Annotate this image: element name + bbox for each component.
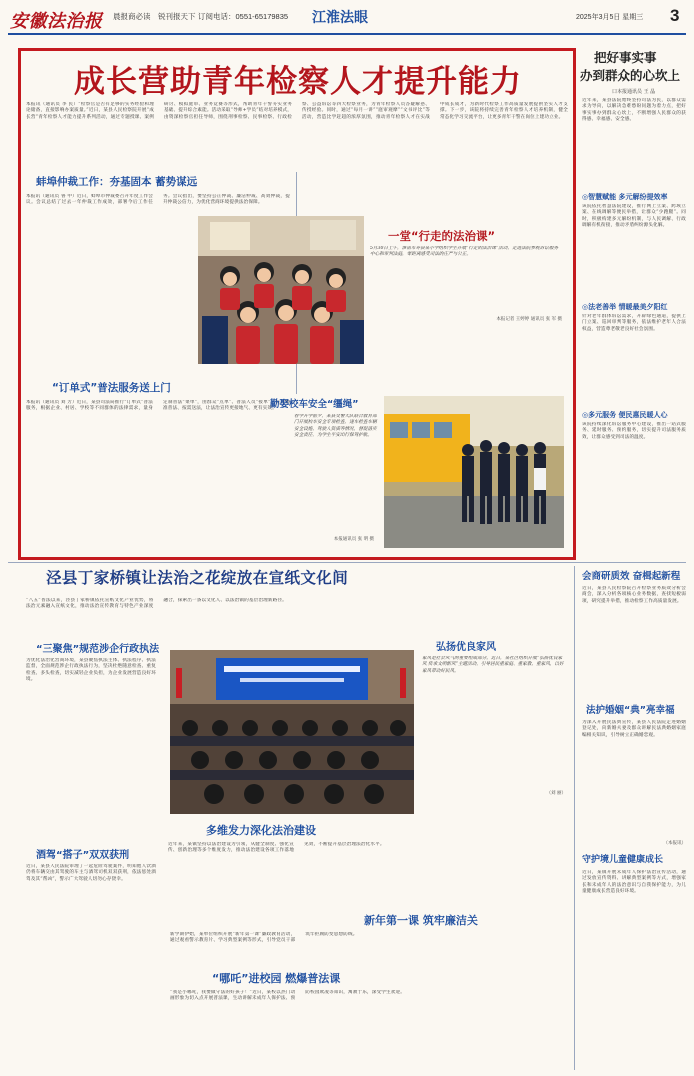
yitang-headline: 一堂“行走的法治课” [388,229,496,243]
sanjiao-headline: “三聚焦”规范涉企行政执法 [36,644,160,655]
huishang-body: 近日，某县人民检察院召开检察业务质效分析会商会，深入分析各项核心业务数据，查找短板弱项，研究提升举措，推动检察工作高质量发展。 [582,586,686,604]
dingdan-body: 本报讯（通讯员 刘 芳）近日，某县司法局推行“订单式”普法服务，根据企业、村居、学校等不同群体的法律需求，量身定制普法“菜单”，由群众“点单”、普法人员“接单”，实现精准普法、按需送法，让法治宣传更接地气、更有实效。 [26,400,290,412]
qinlao-byline: 本报通讯员 张 明 摄 [333,537,374,542]
issue-date: 2025年3月5日 星期三 [576,14,644,21]
school-bus-illustration [384,396,564,548]
right-body-3: 该院持续深化诉讼服务中心建设，推出一站式服务、延时服务、预约服务，切实提升司法服务质效，让群众感受到司法的温度。 [582,422,686,440]
right-byline: 口本报通讯员 王 晶 [612,89,656,95]
right-intro: 近年来，某县法院始终坚持司法为民，以群众需求为导向，以解决急难愁盼问题为着力点，把好事实事办到群众心坎上，不断增强人民群众的获得感、幸福感、安全感。 [582,98,686,122]
right-sub-2: ◎法老善举 情暖最美夕阳红 [582,303,668,311]
masthead [0,0,694,40]
qinlao-body: 春学开学前夕，某县交警大队联合教育部门开展校车安全专项检查，逐车检查车辆安全设施、驾驶人资质等情况，督促落实安全责任，为学生平安出行保驾护航。 [294,414,377,439]
xinnian-body: 新学期伊始，某单位组织开展“新年第一课”廉政教育活动，通过观看警示教育片、学习典型案例等形式，引导党员干部筑牢拒腐防变思想防线。 [170,932,358,944]
right-sub-3: ◎多元服务 便民惠民暖人心 [582,411,668,419]
newspaper-logo: 安徽法治报 [10,11,103,32]
shouhu-headline: 守护境儿童健康成长 [582,855,664,865]
right-headline-1: 把好事实事 [594,50,657,65]
bengbu-body: 本报讯（通讯员 鲁 中）近日，蚌埠市仲裁委召开年度工作会议。会议总结了过去一年仲裁工作成效，部署今后工作任务。会议指出，要坚持公正仲裁、廉洁仲裁、高效仲裁，提升仲裁公信力，为优化营商环境提供法治保障。 [26,194,290,206]
masthead-rule [8,33,686,35]
meeting-illustration [170,650,414,814]
jingxian-body: “八五”普法以来，泾县丁家桥镇依托宣纸文化产业优势，将法治元素融入宣纸文化，推动法治宣传教育与特色产业深度融合，探索出一条以文化人、以法治镇的基层治理新路径。 [26,598,287,610]
yitang-body: 5月30日上午，淮南市寿县某小学组织学生开展“行走的法治课”活动，走进法院参观诉讼服务中心和审判法庭，零距离感受司法的庄严与公正。 [370,246,559,258]
subscribe-phone: 订阅电话：0551-65179835 [198,12,289,21]
yitang-byline: 本报记者 王婷婷 通讯员 张 军 摄 [496,317,562,322]
qinlao-headline: 勤娶校车安全“缰绳” [270,399,359,410]
right-body-1: 该院依托智慧法院建设，推行网上立案、跨域立案、在线调解等便民举措，让群众“少跑腿”。同时，积极构建多元解纷机制，与人民调解、行政调解有机衔接，推动矛盾纠纷源头化解。 [582,204,686,228]
jingxian-headline: 泾县丁家桥镇让法治之花绽放在宣纸文化间 [46,569,349,587]
section-title: 江淮法眼 [312,10,368,26]
fazhi-byline: （本报讯） [663,841,686,846]
lead-headline: 成长营助青年检察人才提升能力 [74,64,522,100]
sanjiao-body: 为优化法治化营商环境，某县聚焦执法主体、执法程序、执法监督，全面规范涉企行政执法行为，坚决杜绝随意检查、重复检查、多头检查，切实减轻企业负担，为企业发展营造良好环境。 [26,658,156,682]
xiaoxiao-byline: （刘 丽） [546,791,566,796]
jiudao-headline: 酒驾“搭子”双双获刑 [36,850,130,861]
right-sub-1: ◎智慧赋能 多元解纷提效率 [582,193,668,201]
duowei-body: 近年来，某镇坚持以法治建设为引领，从健全制度、强化宣传、创新治理等多个维度发力，推动法治建设各项工作落地见效，不断提升基层治理法治化水平。 [168,842,385,854]
right-headline-2: 办到群众的心坎上 [580,68,681,83]
dingdan-headline: “订单式”普法服务送上门 [52,382,171,394]
lead-body: 本报讯（通讯员 李 民）“检察官是否有足够的实务经验和理论储备，直接影响办案质量。”近日，某县人民检察院开展“成长营”青年检察人才能力提升系列活动，通过专题授课、案例研讨、模拟庭审、业务竞赛等形式，帮助青年干警夯实业务基础、提升综合素能。活动采取“导师+学员”结对培养模式，由资深检察官担任导师，围绕刑事检察、民事检察、行政检察、公益诉讼等四大检察业务，为青年检察人员答疑解惑、传授经验。同时，通过“每月一讲”“庭审观摩”“文书评比”等活动，营造比学赶超的浓厚氛围，推动青年检察人才在实战中成长成才，为新时代检察工作高质量发展提供坚实人才支撑。下一步，该院将持续完善青年检察人才培养机制，健全常态化学习交流平台，让更多青年干警在岗位上建功立业。 [26,102,568,120]
duowei-headline: 多维发力深化法治建设 [206,824,316,837]
bengbu-headline: 蚌埠仲裁工作：夯基固本 蓄势谋远 [36,176,198,188]
right-body-2: 针对老年群体诉讼需求，开辟绿色通道，提供上门立案、巡回审判等服务，依法维护老年人合法权益，营造尊老敬老良好社会氛围。 [582,314,686,332]
xinnian-headline: 新年第一课 筑牢廉洁关 [364,914,478,927]
school-bus-photo [384,396,564,548]
mid-rule [8,562,686,563]
huishang-headline: 会商研质效 奋楫起新程 [582,571,681,582]
nasha-body: “我是小哪吒，我要做守法的好孩子！”近日，某校以热门动画形象为切入点开展普法课，生动讲解未成年人保护法、预防校园欺凌等知识，寓教于乐，深受学生欢迎。 [170,990,405,1002]
right-col-divider [574,566,575,1070]
xiaoxiao-body: 家风是社会风气的重要组成部分。近日，某社区组织开展“弘扬优良家风 传承文明新风”主题活动，引导居民重家庭、重家教、重家风，以好家风带动好民风。 [422,656,564,674]
slogan: 晨报商必读 锐刊报天下 [113,12,196,21]
page-number: 3 [670,6,680,25]
fazhi-body: 为深入开展民法典宣传，某县人民法院走进婚姻登记处，向新婚夫妻及群众讲解民法典婚姻家庭编相关知识，引导树立正确婚恋观。 [582,720,686,738]
shouhu-body: 近日，某镇开展未成年人保护法治宣传活动，通过发放宣传资料、讲解典型案例等方式，增强家长和未成年人的法治意识与自我保护能力，为儿童健康成长营造良好环境。 [582,870,686,894]
xiaoxiao-headline: 弘扬优良家风 [436,642,496,653]
meeting-photo [170,650,414,814]
nasha-headline: “哪吒”进校园 燃爆普法课 [212,972,341,985]
children-photo [198,216,364,364]
fazhi-headline: 法护婚姻“典”亮幸福 [586,705,675,716]
jiudao-body: 近日，某县人民法院审理了一起危险驾驶案件，明知他人饮酒仍将车辆交由其驾驶的车主与酒驾司机双双获刑，依法惩处酒驾及其“帮凶”，警示广大驾驶人切勿心存侥幸。 [26,864,156,882]
children-photo-illustration [198,216,364,364]
